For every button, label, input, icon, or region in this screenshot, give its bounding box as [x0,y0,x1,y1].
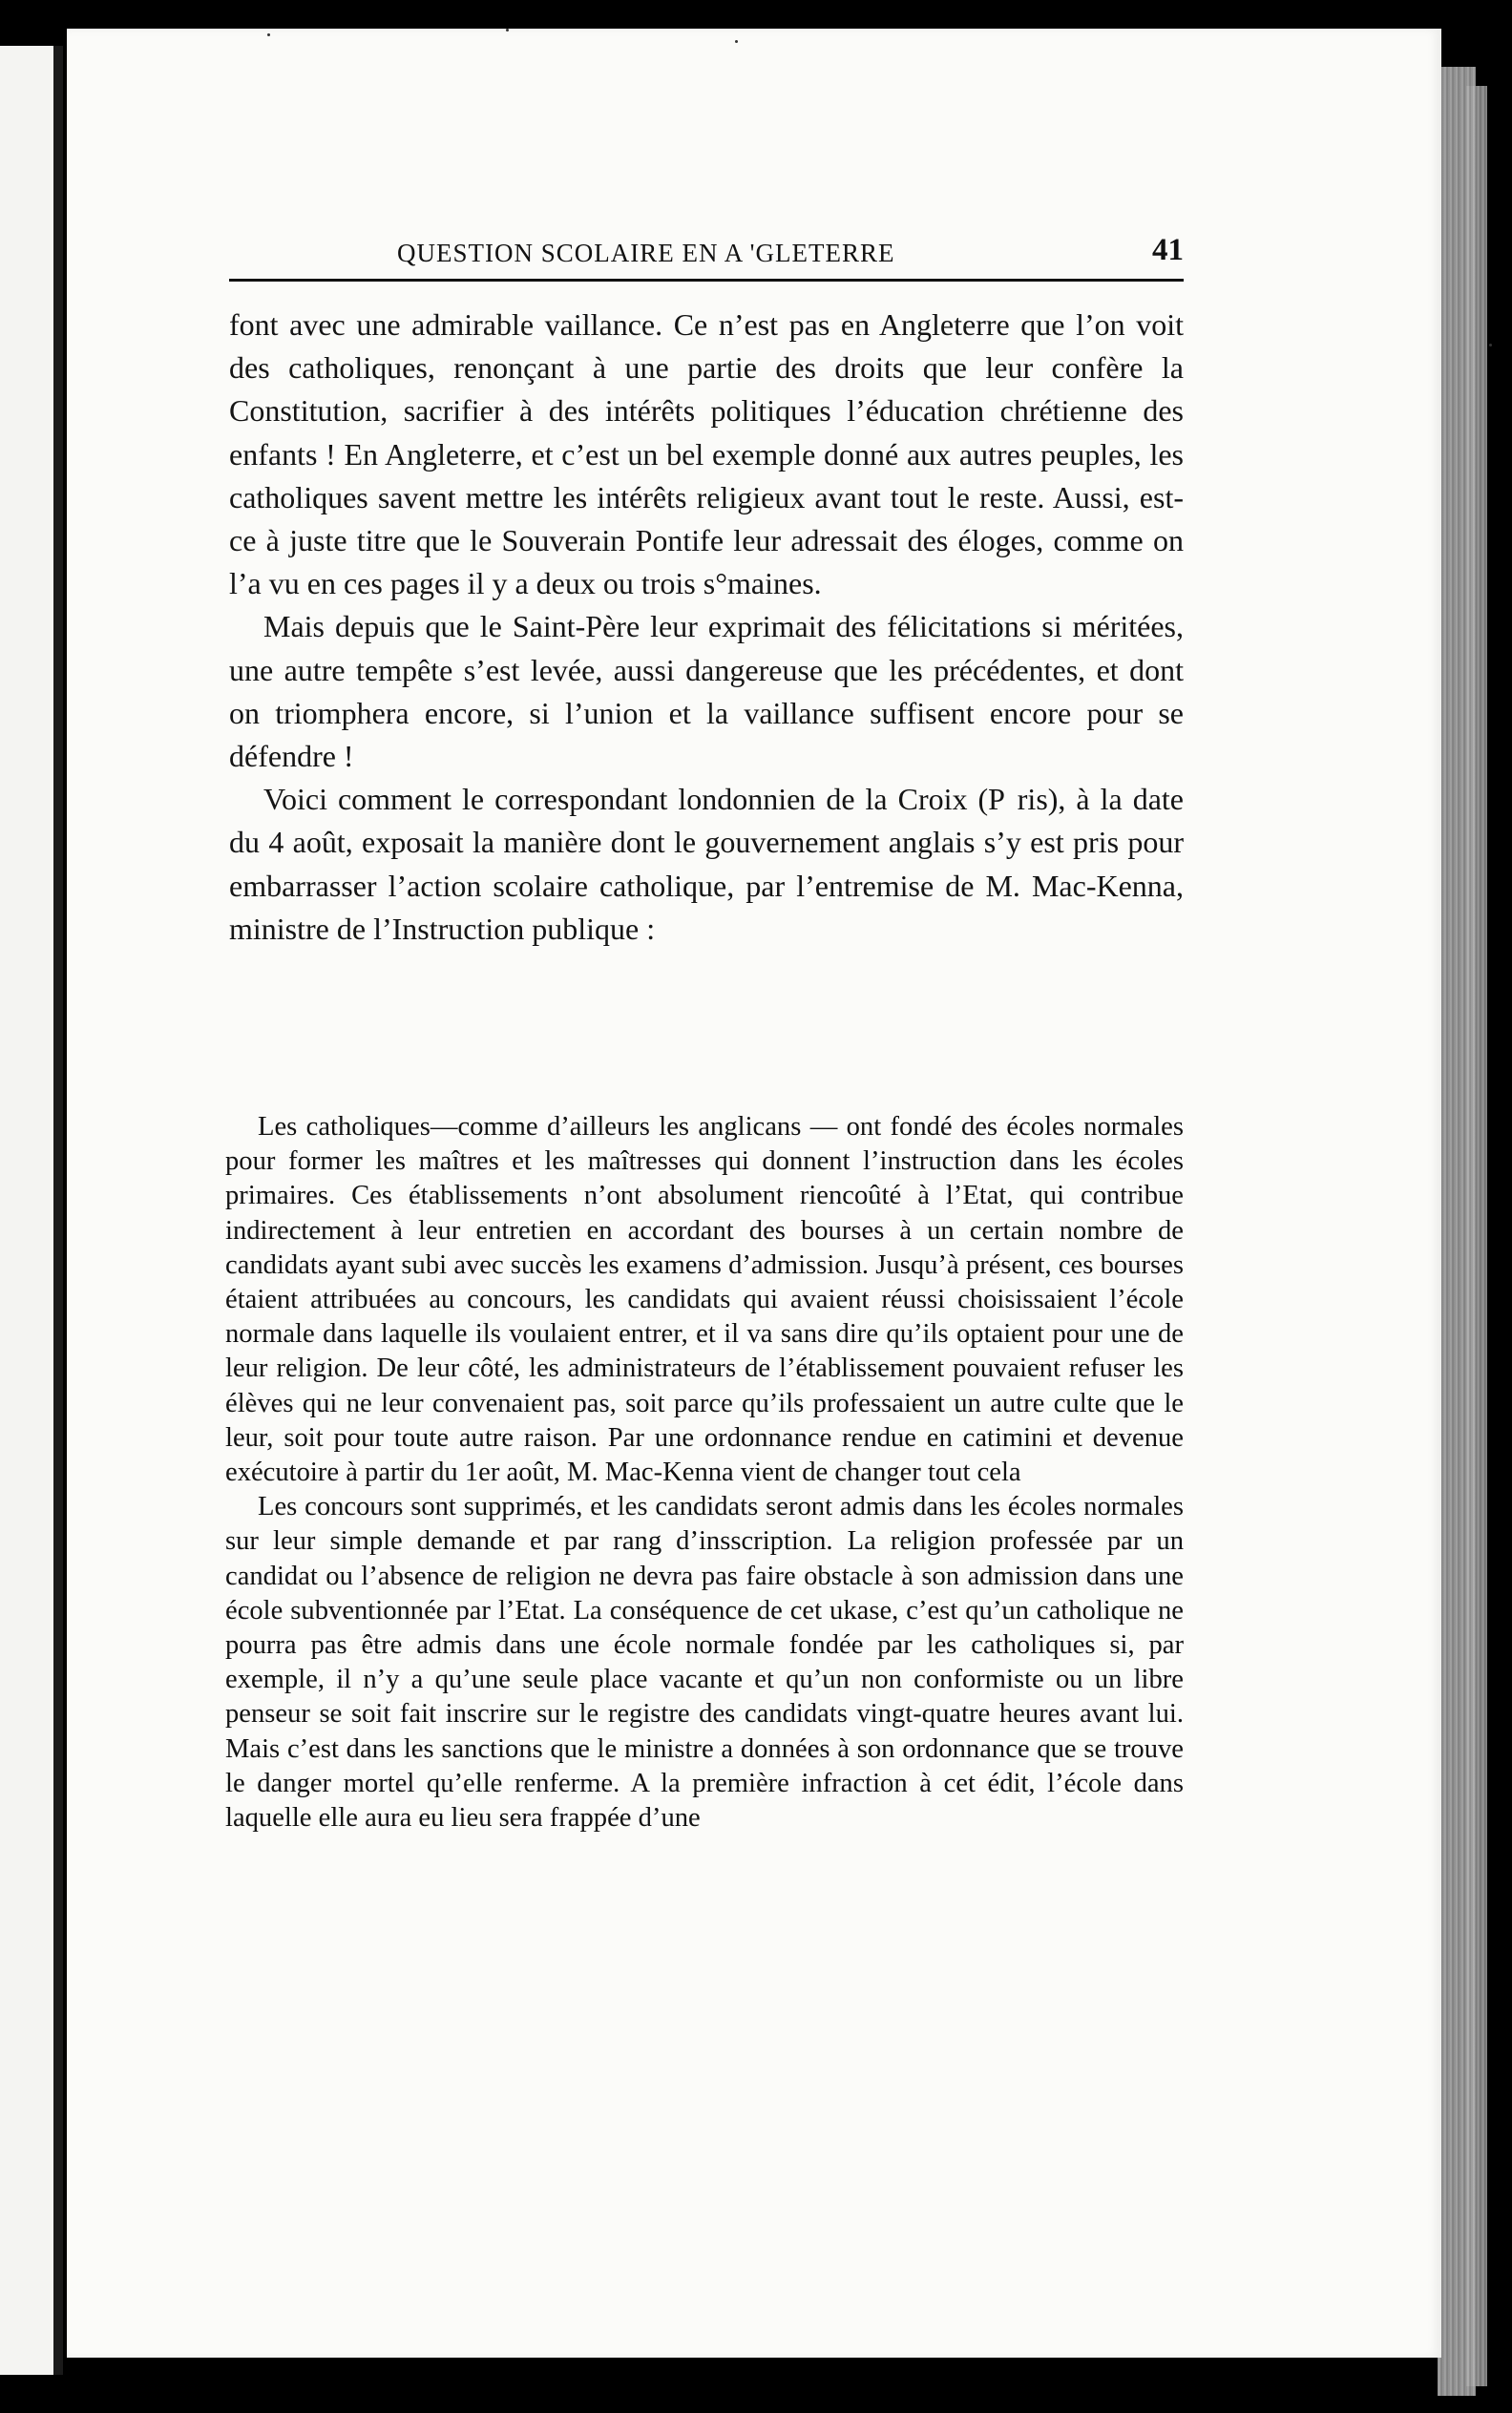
header-rule [229,279,1184,282]
page-stack-edge [1438,67,1476,2396]
paragraph-continuation: font avec une admirable vaillance. Ce n’est pas en Angleterre que l’on voit des catholiques, renonçant à une partie des droits que leur confère la Constitution, sacrifier à des intérêts politiques l’éducation chrétienne des enfants ! En Angleterre, et c’est un bel exemple donné aux autres peuples, les catholiques savent mettre les intérêts religieux avant tout le reste. Aussi, est-ce à juste titre que le Souverain Pontife leur adressait des éloges, comme on l’a vu en ces pages il y a deux ou trois s°maines. [229,307,1184,601]
running-title: QUESTION SCOLAIRE EN A 'GLETERRE [397,239,895,267]
running-header [229,235,1184,283]
scan-speck [1489,344,1492,346]
scan-speck [267,33,270,36]
quote-paragraph: Les concours sont supprimés, et les candidats seront admis dans les écoles normales sur leur simple demande et par rang d’insscription. La religion professée par un candidat ou l’absence de religion ne devra pas faire obstacle à son admission dans une école subventionnée par l’Etat. La conséquence de cet ukase, c’est qu’un catholique ne pourra pas être admis dans une école normale fondée par les catholiques si, par exemple, il n’y a qu’une seule place vacante et qu’un non conformiste ou un libre penseur se soit fait inscrire sur le registre des candidats vingt-quatre heures avant lui. Mais c’est dans les sanctions que le ministre a données à son ordonnance que se trouve le danger mortel qu’elle renferme. A la première infraction à cet édit, l’école dans laquelle elle aura eu lieu sera frappée d’une [225,1492,1184,1834]
scan-speck [506,29,509,31]
block-quote [225,1110,1184,1836]
scan-speck [735,40,738,43]
main-text [229,304,1184,951]
paragraph: Voici comment le correspondant londonnien de la Croix (P ris), à la date du 4 août, exposait la manière dont le gouvernement anglais s’y est pris pour embarrasser l’action scolaire catholique, par l’entremise de M. Mac-Kenna, ministre de l’Instruction publique : [229,782,1184,946]
paragraph: Mais depuis que le Saint-Père leur exprimait des félicitations si méritées, une autre tempête s’est levée, aussi dangereuse que les précédentes, et dont on triomphera encore, si l’union et la vaillance suffisent encore pour se défendre ! [229,609,1184,774]
adjacent-page-edge [0,46,57,2375]
quote-paragraph: Les catholiques—comme d’ailleurs les anglicans — ont fondé des écoles normales pour former les maîtres et les maîtresses qui donnent l’instruction dans les écoles primaires. Ces établissements n’ont absolument riencoûté à l’Etat, qui contribue indirectement à leur entretien en accordant des bourses à un certain nombre de candidats ayant subi avec succès les examens d’admission. Jusqu’à présent, ces bourses étaient attribuées au concours, les candidats qui avaient réussi choisissaient l’école normale dans laquelle ils voulaient entrer, et il va sans dire qu’ils optaient pour une de leur religion. De leur côté, les administrateurs de l’établissement pouvaient refuser les élèves qui ne leur convenaient pas, soit parce qu’ils professaient un autre culte que le leur, soit pour toute autre raison. Par une ordonnance rendue en catimini et devenue exécutoire à partir du 1er août, M. Mac-Kenna vient de changer tout cela [225,1112,1184,1488]
page-number: 41 [1152,233,1184,267]
gutter-shadow [53,46,63,2375]
